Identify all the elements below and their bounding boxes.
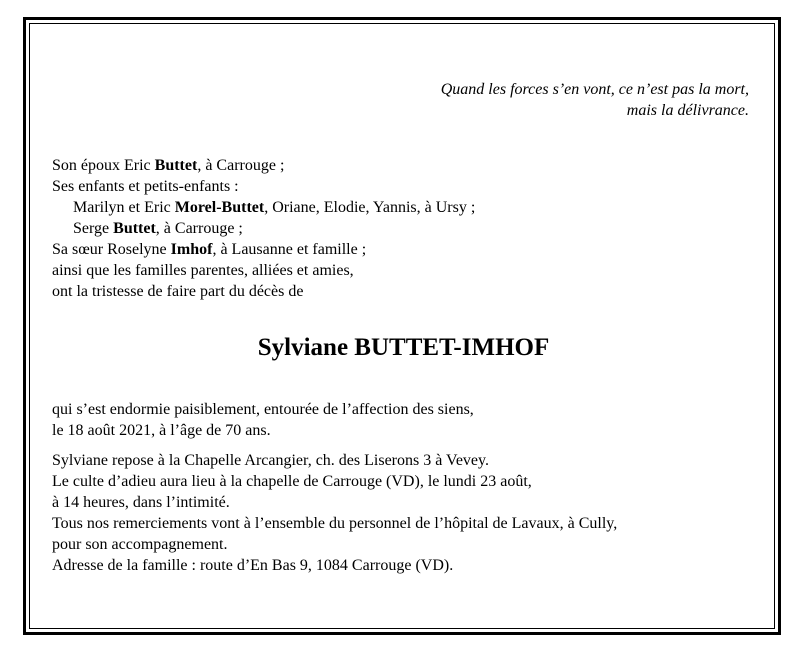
child-line-1	[52, 197, 475, 218]
announce-line: ont la tristesse de faire part du décès de	[52, 283, 304, 300]
passing-line-2: le 18 août 2021, à l’âge de 70 ans.	[52, 422, 271, 439]
details-line-3: à 14 heures, dans l’intimité.	[52, 494, 230, 511]
child1-post: , Oriane, Elodie, Yannis, à Ursy ;	[264, 199, 476, 216]
details-paragraph	[52, 450, 617, 576]
details-line-5: pour son accompagnement.	[52, 536, 228, 553]
sister-line	[52, 239, 475, 260]
child1-pre: Marilyn et Eric	[73, 199, 175, 216]
child-line-2	[52, 218, 475, 239]
quote-line-2: mais la délivrance.	[626, 102, 749, 119]
children-intro: Ses enfants et petits-enfants :	[52, 178, 239, 195]
sister-pre: Sa sœur Roselyne	[52, 241, 171, 258]
spouse-surname: Buttet	[154, 157, 198, 174]
details-line-2: Le culte d’adieu aura lieu à la chapelle de Carrouge (VD), le lundi 23 août,	[52, 473, 532, 490]
details-line-1: Sylviane repose à la Chapelle Arcangier, ch. des Liserons 3 à Vevey.	[52, 452, 489, 469]
relatives-line: ainsi que les familles parentes, alliées et amies,	[52, 262, 354, 279]
details-line-6: Adresse de la famille : route d’En Bas 9, 1084 Carrouge (VD).	[52, 557, 454, 574]
passing-paragraph	[52, 399, 474, 441]
child2-pre: Serge	[73, 220, 114, 237]
spouse-line	[52, 155, 475, 176]
child2-surname: Buttet	[113, 220, 156, 237]
spouse-post: , à Carrouge ;	[197, 157, 285, 174]
passing-line-1: qui s’est endormie paisiblement, entourée de l’affection des siens,	[52, 401, 474, 418]
spouse-pre: Son époux Eric	[52, 157, 155, 174]
epigraph-quote	[441, 79, 749, 121]
family-list	[52, 155, 475, 302]
sister-post: , à Lausanne et famille ;	[212, 241, 367, 258]
sister-surname: Imhof	[170, 241, 213, 258]
child1-surname: Morel-Buttet	[174, 199, 265, 216]
quote-line-1: Quand les forces s’en vont, ce n’est pas la mort,	[440, 81, 749, 98]
child2-post: , à Carrouge ;	[155, 220, 243, 237]
details-line-4: Tous nos remerciements vont à l’ensemble du personnel de l’hôpital de Lavaux, à Cully,	[52, 515, 618, 532]
deceased-name: Sylviane BUTTET-IMHOF	[257, 334, 550, 361]
